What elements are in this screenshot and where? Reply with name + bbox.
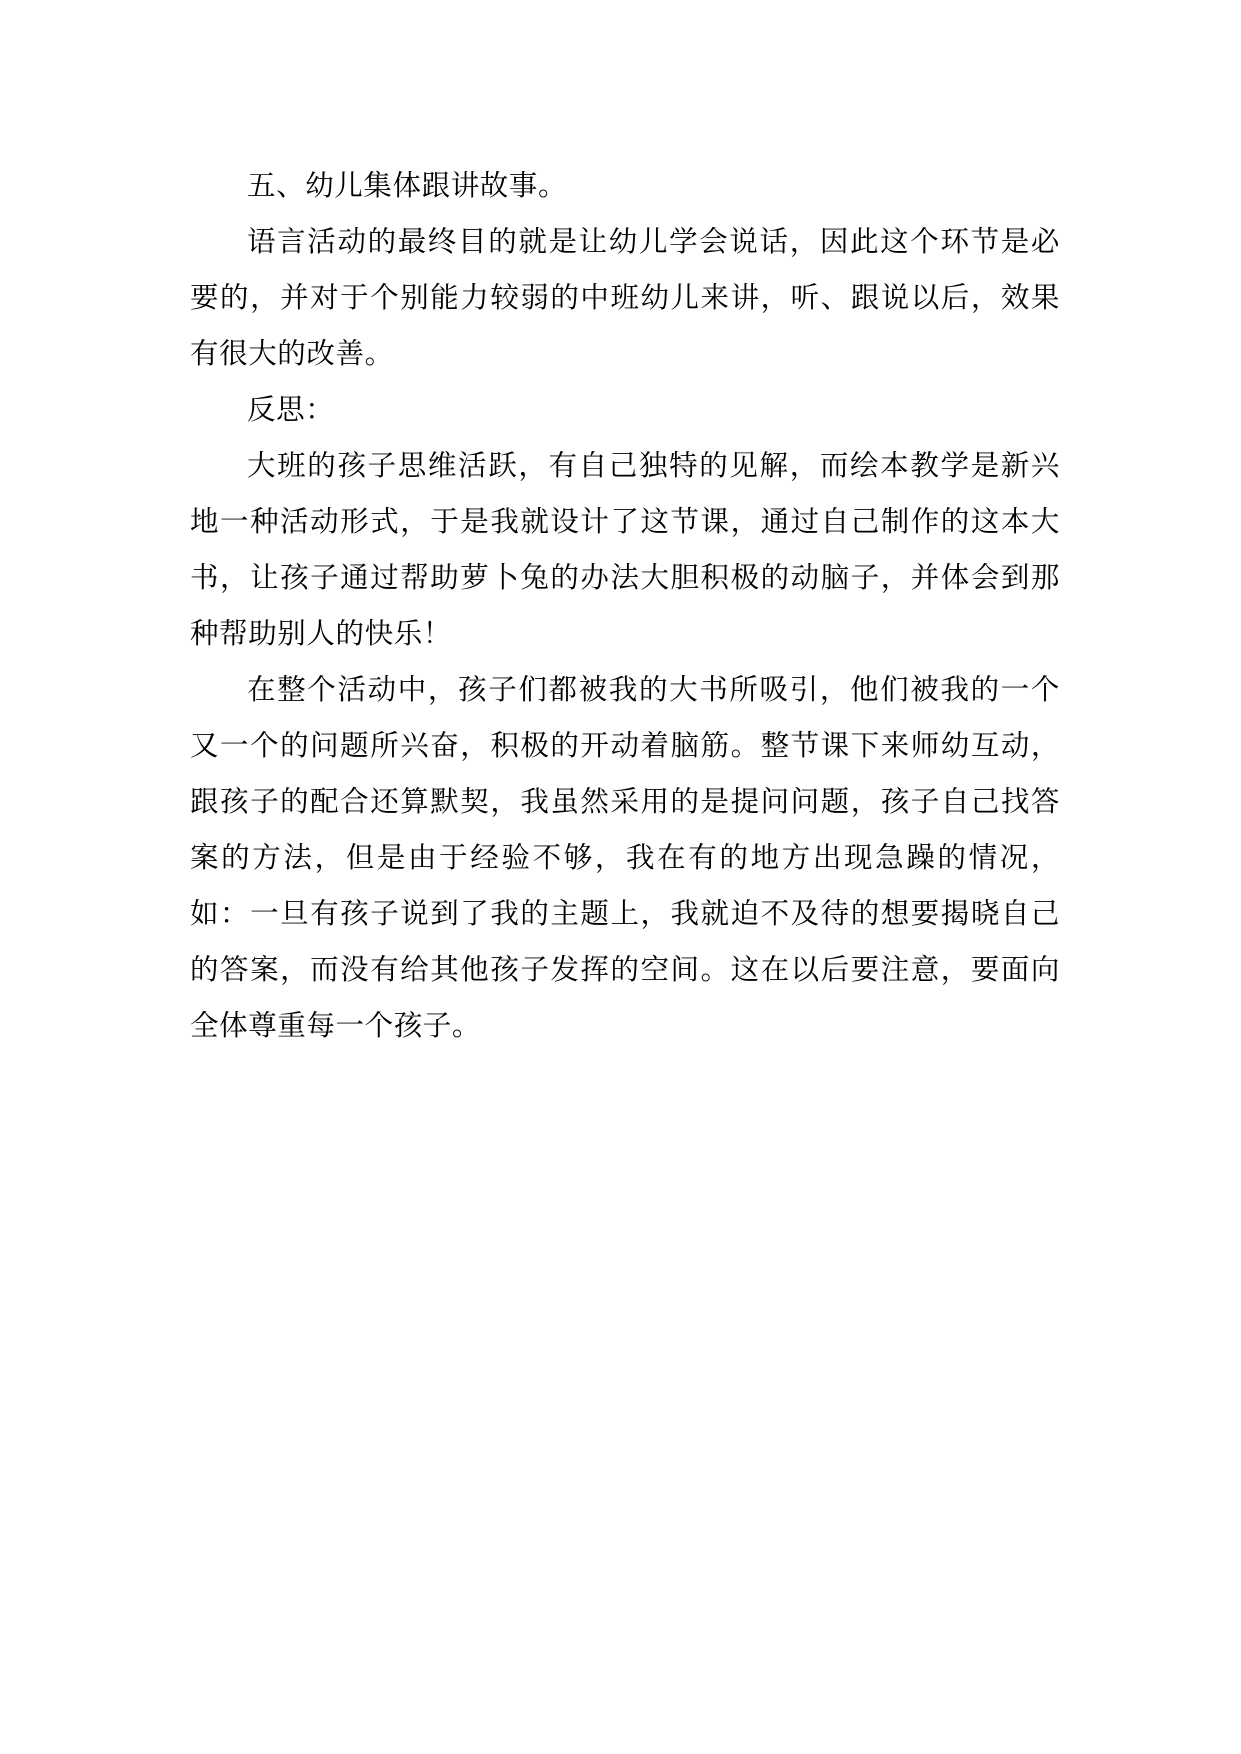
paragraph-language-activity: 语言活动的最终目的就是让幼儿学会说话，因此这个环节是必要的，并对于个别能力较弱的中班幼儿来讲，听、跟说以后，效果有很大的改善。 [190,225,1060,370]
paragraph-reflection-detail: 在整个活动中，孩子们都被我的大书所吸引，他们被我的一个又一个的问题所兴奋，积极的开动着脑筋。整节课下来师幼互动，跟孩子的配合还算默契，我虽然采用的是提问问题，孩子自己找答案的方法，但是由于经验不够，我在有的地方出现急躁的情况，如：一旦有孩子说到了我的主题上，我就迫不及待的想要揭晓自己的答案，而没有给其他孩子发挥的空间。这在以后要注意，要面向全体尊重每一个孩子。 [190,673,1060,1042]
paragraph-reflection-intro: 大班的孩子思维活跃，有自己独特的见解，而绘本教学是新兴地一种活动形式，于是我就设计了这节课，通过自己制作的这本大书，让孩子通过帮助萝卜兔的办法大胆积极的动脑子，并体会到那种帮助别人的快乐！ [190,449,1060,650]
paragraph-section-five-heading: 五、幼儿集体跟讲故事。 [247,169,568,202]
paragraph-reflection-heading: 反思： [247,393,335,426]
document-body [190,158,1060,1054]
